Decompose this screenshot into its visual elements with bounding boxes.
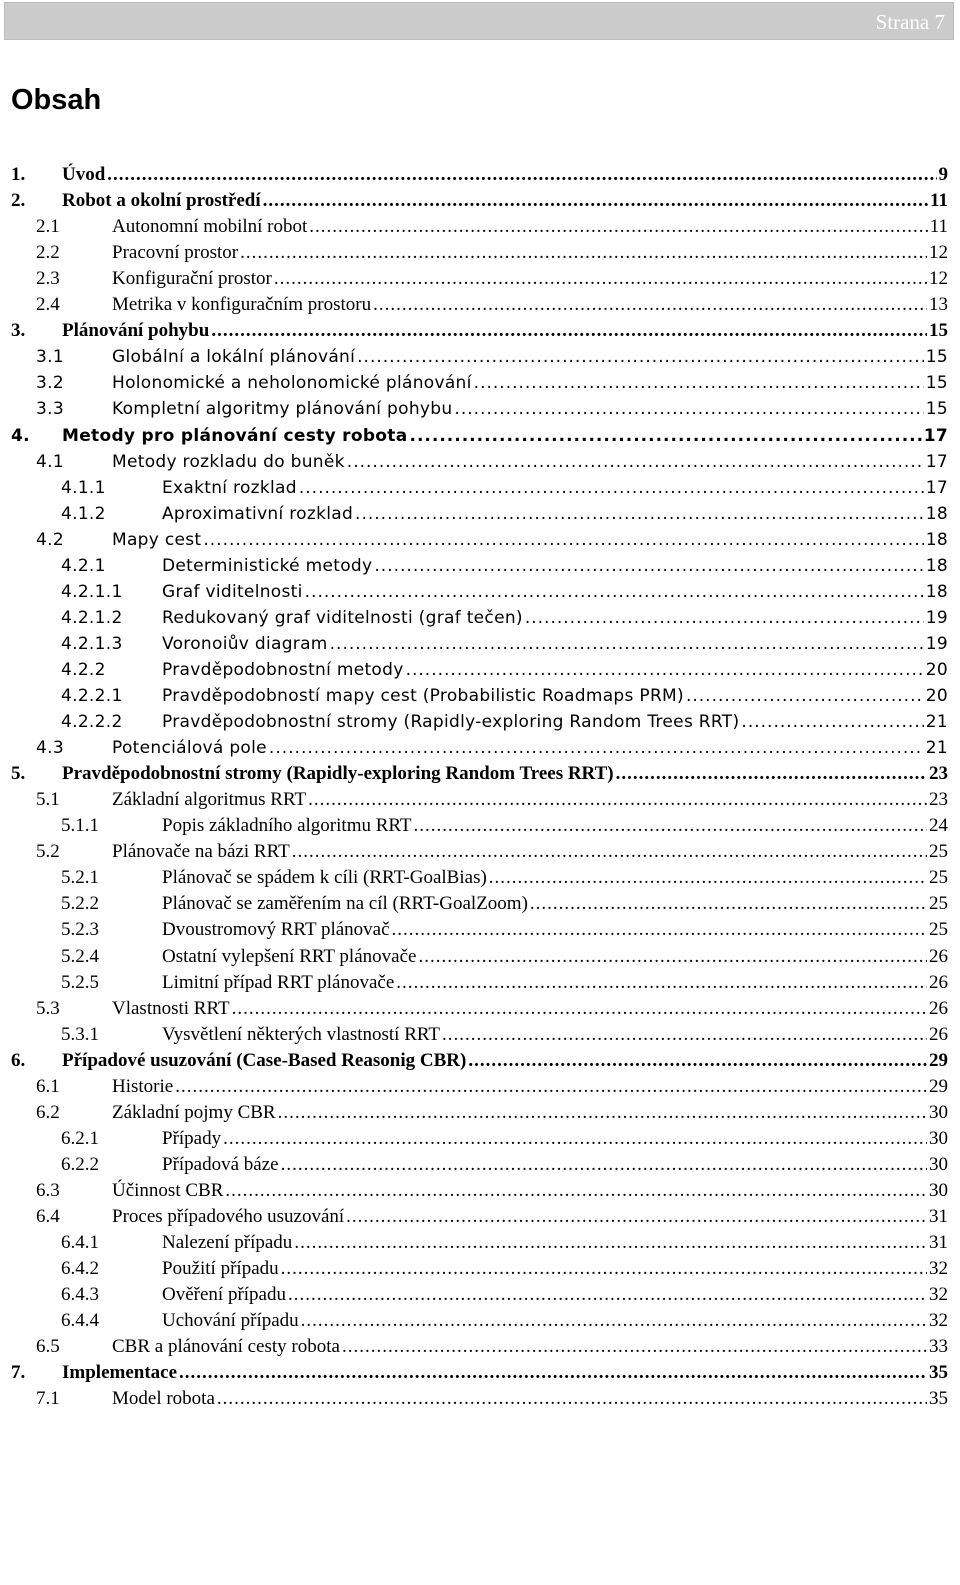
toc-entry[interactable]	[36, 996, 948, 1022]
toc-entry-title: Úvod	[62, 164, 106, 185]
toc-entry-title: Případové usuzování (Case-Based Reasonig CBR)	[62, 1049, 467, 1071]
toc-entry-number: 6.2.1	[61, 1127, 99, 1149]
toc-entry-title: Metrika v konfiguračním prostoru	[112, 294, 372, 316]
toc-entry-title: Implementace	[62, 1362, 178, 1384]
toc-entry-number: 5.2.4	[61, 945, 99, 967]
toc-entry[interactable]	[61, 891, 948, 917]
toc-entry-page: 17	[923, 425, 948, 446]
toc-leader-dots	[308, 787, 927, 813]
toc-entry-page: 21	[925, 712, 948, 733]
toc-entry[interactable]	[61, 944, 948, 970]
toc-entry-number: 3.3	[36, 399, 64, 420]
toc-entry-title: Metody rozkladu do buněk	[112, 451, 345, 472]
toc-entry-title: Redukovaný graf viditelnosti (graf tečen)	[162, 607, 523, 628]
page-number-label: Strana 7	[875, 10, 945, 34]
toc-leader-dots	[301, 1308, 927, 1334]
toc-entry-page: 31	[929, 1232, 948, 1254]
toc-entry-page: 19	[925, 633, 948, 654]
toc-entry[interactable]	[11, 188, 948, 214]
toc-leader-dots	[489, 865, 927, 891]
toc-entry-page: 35	[929, 1362, 948, 1384]
toc-leader-dots	[454, 396, 923, 422]
toc-entry[interactable]	[61, 1230, 948, 1256]
toc-entry-page: 25	[929, 893, 948, 915]
toc-entry-page: 18	[925, 555, 948, 576]
toc-entry-title: Základní algoritmus RRT	[112, 789, 307, 811]
toc-leader-dots	[294, 1230, 927, 1256]
toc-entry-number: 5.2.2	[61, 893, 99, 915]
toc-entry-number: 2.4	[36, 294, 60, 316]
toc-entry-number: 6.4.1	[61, 1232, 99, 1254]
toc-entry-number: 3.1	[36, 347, 64, 368]
toc-leader-dots	[223, 1126, 927, 1152]
toc-entry-title: Popis základního algoritmu RRT	[162, 815, 412, 837]
toc-entry-title: Plánovač se zaměřením na cíl (RRT-GoalZoom)	[162, 893, 528, 915]
toc-entry-number: 6.4.3	[61, 1284, 99, 1306]
toc-entry[interactable]	[11, 761, 948, 787]
toc-entry-page: 23	[929, 763, 948, 785]
toc-entry-number: 4.2.1.2	[61, 607, 123, 628]
toc-entry[interactable]	[36, 240, 948, 266]
toc-entry-title: Základní pojmy CBR	[112, 1101, 276, 1123]
toc-entry-page: 31	[929, 1206, 948, 1227]
toc-entry-title: Dvoustromový RRT plánovač	[162, 919, 390, 941]
toc-entry[interactable]	[36, 292, 948, 318]
toc-leader-dots	[357, 344, 924, 370]
toc-leader-dots	[175, 1074, 927, 1100]
toc-entry-number: 3.2	[36, 373, 64, 394]
toc-entry-number: 4.2.1.3	[61, 633, 123, 654]
toc-leader-dots	[346, 1204, 927, 1230]
toc-entry-title: Proces případového usuzování	[112, 1206, 345, 1227]
toc-entry[interactable]	[61, 1256, 948, 1282]
toc-entry[interactable]	[36, 787, 948, 813]
toc-entry-title: Případová báze	[162, 1153, 279, 1175]
page-title: Obsah	[11, 84, 102, 116]
toc-entry-title: Vysvětlení některých vlastností RRT	[162, 1023, 441, 1045]
toc-entry-title: Voronoiův diagram	[162, 633, 328, 654]
toc-leader-dots	[741, 709, 923, 735]
toc-entry-number: 4.1	[36, 451, 64, 472]
toc-entry[interactable]	[61, 865, 948, 891]
toc-leader-dots	[616, 761, 927, 787]
toc-entry-number: 6.4	[36, 1206, 60, 1227]
toc-entry-title: Použití případu	[162, 1258, 279, 1280]
toc-entry-page: 32	[929, 1310, 948, 1332]
toc-entry[interactable]	[61, 1308, 948, 1334]
toc-entry[interactable]	[61, 553, 948, 579]
toc-entry-title: Holonomické a neholonomické plánování	[112, 373, 472, 394]
toc-entry-page: 23	[929, 789, 948, 811]
toc-entry-page: 20	[925, 659, 948, 680]
toc-entry-number: 4.2.2	[61, 659, 106, 680]
toc-leader-dots	[373, 292, 927, 318]
toc-entry[interactable]	[11, 318, 948, 344]
toc-entry-number: 5.3.1	[61, 1023, 99, 1045]
toc-entry-number: 2.	[11, 190, 26, 212]
toc-leader-dots	[686, 683, 924, 709]
toc-entry-page: 32	[929, 1284, 948, 1306]
toc-leader-dots	[442, 1022, 927, 1048]
toc-leader-dots	[278, 1100, 927, 1126]
toc-entry-title: Robot a okolní prostředí	[62, 190, 261, 212]
toc-leader-dots	[392, 917, 927, 943]
toc-entry-number: 3.	[11, 320, 26, 342]
toc-entry-number: 5.1	[36, 789, 60, 811]
toc-entry-number: 6.2.2	[61, 1153, 99, 1175]
toc-entry[interactable]	[61, 1152, 948, 1178]
toc-entry-page: 26	[929, 1023, 948, 1045]
toc-entry[interactable]	[36, 1386, 948, 1412]
toc-leader-dots	[232, 996, 927, 1022]
toc-entry[interactable]	[61, 1126, 948, 1152]
toc-entry-number: 6.	[11, 1049, 26, 1071]
toc-entry-title: Ostatní vylepšení RRT plánovače	[162, 945, 417, 967]
toc-leader-dots	[409, 423, 921, 449]
toc-entry-title: Pravděpodobnostní metody	[162, 659, 404, 680]
toc-leader-dots	[211, 318, 927, 344]
toc-entry[interactable]	[36, 344, 948, 370]
toc-leader-dots	[263, 188, 928, 214]
toc-leader-dots	[240, 240, 927, 266]
toc-entry-title: Historie	[112, 1075, 174, 1097]
toc-entry-page: 26	[929, 971, 948, 993]
toc-leader-dots	[474, 370, 924, 396]
toc-entry[interactable]	[61, 709, 948, 735]
toc-entry-number: 6.4.2	[61, 1258, 99, 1280]
toc-entry[interactable]	[61, 657, 948, 683]
toc-entry-number: 4.2.2.1	[61, 686, 123, 706]
toc-entry-number: 2.3	[36, 268, 60, 290]
toc-entry-number: 4.2.1	[61, 555, 106, 576]
toc-entry-title: Ověření případu	[162, 1284, 286, 1306]
toc-entry-number: 4.1.2	[61, 503, 106, 524]
toc-entry-page: 9	[938, 164, 948, 185]
toc-entry-page: 18	[925, 581, 948, 602]
toc-entry-title: Nalezení případu	[162, 1232, 293, 1254]
toc-entry-title: Plánovač se spádem k cíli (RRT-GoalBias)	[162, 867, 487, 889]
toc-entry-page: 18	[925, 503, 948, 524]
toc-entry-number: 4.2.2.2	[61, 712, 123, 733]
toc-entry-page: 15	[925, 347, 948, 368]
toc-entry-title: CBR a plánování cesty robota	[112, 1336, 340, 1358]
toc-leader-dots	[281, 1256, 927, 1282]
toc-entry-number: 6.5	[36, 1336, 60, 1358]
toc-entry-number: 6.2	[36, 1101, 60, 1123]
toc-leader-dots	[355, 501, 924, 527]
toc-entry-number: 7.1	[36, 1388, 60, 1410]
toc-leader-dots	[203, 527, 923, 553]
toc-entry[interactable]	[11, 1048, 948, 1074]
toc-entry-page: 12	[929, 268, 948, 290]
page-header-bar	[4, 2, 954, 40]
toc-entry[interactable]	[61, 683, 948, 709]
toc-entry[interactable]	[36, 266, 948, 292]
toc-entry[interactable]	[36, 449, 948, 475]
toc-entry-page: 15	[925, 373, 948, 394]
toc-entry-page: 17	[925, 477, 948, 498]
toc-entry-page: 20	[925, 686, 948, 706]
toc-entry-page: 19	[925, 607, 948, 628]
toc-entry[interactable]	[61, 970, 948, 996]
toc-entry-title: Vlastnosti RRT	[112, 997, 230, 1019]
toc-entry-page: 26	[929, 945, 948, 967]
toc-entry[interactable]	[36, 396, 948, 422]
toc-entry[interactable]	[36, 1334, 948, 1360]
toc-entry-page: 13	[929, 294, 948, 316]
toc-entry-title: Pravděpodobnostní stromy (Rapidly-exploring Random Trees RRT)	[162, 712, 740, 733]
toc-entry-title: Plánovače na bázi RRT	[112, 841, 290, 863]
toc-entry-title: Pracovní prostor	[112, 242, 239, 264]
toc-leader-dots	[299, 475, 924, 501]
toc-entry[interactable]	[61, 1282, 948, 1308]
toc-entry-number: 5.2.3	[61, 919, 99, 941]
toc-entry[interactable]	[61, 605, 948, 631]
toc-entry-title: Potenciálová pole	[112, 738, 267, 759]
toc-entry-title: Limitní případ RRT plánovače	[162, 971, 395, 993]
toc-entry[interactable]	[61, 501, 948, 527]
toc-entry[interactable]	[36, 1204, 948, 1230]
toc-entry[interactable]	[11, 162, 948, 188]
toc-entry[interactable]	[11, 1360, 948, 1386]
toc-entry-number: 2.1	[36, 216, 60, 238]
toc-entry-page: 30	[929, 1153, 948, 1175]
toc-entry-page: 29	[929, 1049, 948, 1071]
toc-entry-title: Pravděpodobnostní stromy (Rapidly-exploring Random Trees RRT)	[62, 763, 614, 785]
toc-entry[interactable]	[11, 423, 948, 449]
toc-entry[interactable]	[36, 839, 948, 865]
toc-entry[interactable]	[36, 735, 948, 761]
toc-entry[interactable]	[61, 917, 948, 943]
toc-entry-number: 5.3	[36, 997, 60, 1019]
toc-entry[interactable]	[61, 813, 948, 839]
toc-entry[interactable]	[61, 475, 948, 501]
toc-entry-number: 6.4.4	[61, 1310, 99, 1332]
toc-leader-dots	[217, 1386, 927, 1412]
toc-leader-dots	[418, 944, 927, 970]
toc-entry-page: 35	[929, 1388, 948, 1410]
toc-entry[interactable]	[61, 631, 948, 657]
toc-leader-dots	[468, 1048, 927, 1074]
toc-entry-title: Aproximativní rozklad	[162, 503, 354, 524]
toc-entry-page: 30	[929, 1179, 948, 1201]
toc-entry[interactable]	[36, 1178, 948, 1204]
toc-leader-dots	[274, 266, 927, 292]
toc-entry-number: 6.3	[36, 1179, 60, 1201]
toc-entry-title: Účinnost CBR	[112, 1179, 224, 1201]
toc-entry-page: 15	[925, 399, 948, 420]
toc-entry-title: Metody pro plánování cesty robota	[62, 425, 408, 446]
toc-entry-page: 11	[929, 216, 948, 238]
toc-entry-title: Případy	[162, 1127, 222, 1149]
toc-leader-dots	[292, 839, 927, 865]
toc-leader-dots	[269, 735, 924, 761]
toc-entry-number: 5.1.1	[61, 815, 99, 837]
toc-entry-number: 4.3	[36, 738, 64, 759]
toc-entry-title: Mapy cest	[112, 529, 202, 550]
toc-leader-dots	[179, 1360, 927, 1386]
toc-leader-dots	[525, 605, 924, 631]
toc-leader-dots	[342, 1334, 927, 1360]
toc-entry-title: Plánování pohybu	[62, 320, 210, 342]
toc-entry-number: 6.1	[36, 1075, 60, 1097]
toc-entry-page: 26	[929, 997, 948, 1019]
toc-entry[interactable]	[36, 1100, 948, 1126]
toc-leader-dots	[281, 1152, 927, 1178]
toc-entry-title: Uchování případu	[162, 1310, 299, 1332]
toc-entry[interactable]	[61, 1022, 948, 1048]
toc-entry-page: 11	[930, 190, 948, 212]
toc-entry[interactable]	[36, 214, 948, 240]
toc-entry-number: 5.2	[36, 841, 60, 863]
toc-leader-dots	[347, 449, 924, 475]
toc-entry-number: 1.	[11, 164, 26, 185]
toc-entry-title: Exaktní rozklad	[162, 477, 297, 498]
toc-entry-page: 24	[929, 815, 948, 837]
toc-entry-number: 4.	[11, 425, 30, 446]
toc-entry-title: Pravděpodobností mapy cest (Probabilistic Roadmaps PRM)	[162, 686, 684, 706]
toc-entry[interactable]	[61, 579, 948, 605]
toc-entry-page: 18	[925, 529, 948, 550]
toc-entry-title: Model robota	[112, 1388, 215, 1410]
toc-leader-dots	[309, 214, 927, 240]
toc-entry-page: 29	[929, 1075, 948, 1097]
toc-leader-dots	[374, 553, 923, 579]
toc-leader-dots	[305, 579, 924, 605]
toc-leader-dots	[406, 657, 924, 683]
toc-entry-number: 4.2	[36, 529, 64, 550]
toc-entry[interactable]	[36, 370, 948, 396]
toc-entry-title: Graf viditelnosti	[162, 581, 303, 602]
toc-entry[interactable]	[36, 1074, 948, 1100]
toc-entry-page: 33	[929, 1336, 948, 1358]
toc-leader-dots	[330, 631, 924, 657]
toc-entry-page: 25	[929, 919, 948, 941]
toc-leader-dots	[414, 813, 927, 839]
toc-entry-page: 30	[929, 1127, 948, 1149]
toc-entry-page: 25	[929, 841, 948, 863]
toc-entry-number: 7.	[11, 1362, 26, 1384]
toc-entry-number: 4.1.1	[61, 477, 106, 498]
toc-leader-dots	[396, 970, 927, 996]
toc-entry[interactable]	[36, 527, 948, 553]
toc-entry-title: Autonomní mobilní robot	[112, 216, 308, 238]
toc-entry-title: Kompletní algoritmy plánování pohybu	[112, 399, 453, 420]
toc-entry-number: 5.2.1	[61, 867, 99, 889]
toc-leader-dots	[288, 1282, 927, 1308]
toc-entry-page: 17	[925, 451, 948, 472]
toc-entry-number: 5.	[11, 763, 26, 785]
toc-entry-page: 32	[929, 1258, 948, 1280]
toc-entry-page: 21	[925, 738, 948, 759]
toc-entry-page: 30	[929, 1101, 948, 1123]
toc-entry-title: Konfigurační prostor	[112, 268, 272, 290]
toc-leader-dots	[530, 891, 927, 917]
toc-entry-page: 12	[929, 242, 948, 264]
toc-entry-page: 25	[929, 867, 948, 889]
toc-entry-number: 5.2.5	[61, 971, 99, 993]
toc-entry-number: 4.2.1.1	[61, 581, 123, 602]
toc-entry-number: 2.2	[36, 242, 60, 264]
toc-entry-title: Deterministické metody	[162, 555, 373, 576]
toc-leader-dots	[107, 162, 936, 188]
toc-entry-title: Globální a lokální plánování	[112, 347, 356, 368]
toc-leader-dots	[225, 1178, 927, 1204]
toc-entry-page: 15	[929, 320, 948, 342]
